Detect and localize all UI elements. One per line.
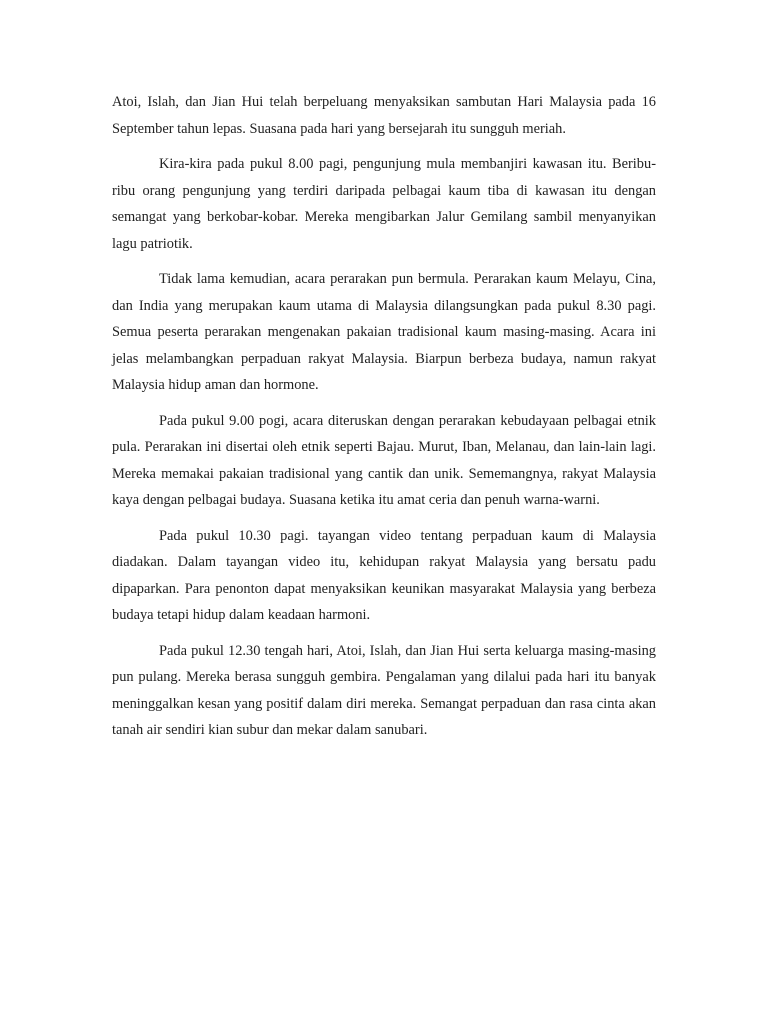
paragraph-3: Tidak lama kemudian, acara perarakan pun bermula. Perarakan kaum Melayu, Cina, dan India yang merupakan kaum utama di Malaysia dilangsungkan pada pukul 8.30 pagi. Semua peserta perarakan mengenakan pakaian tradisional kaum masing-masing. Acara ini jelas melambangkan perpaduan rakyat Malaysia. Biarpun berbeza budaya, namun rakyat Malaysia hidup aman dan hormone. [112, 271, 656, 393]
paragraph-2: Kira-kira pada pukul 8.00 pagi, pengunjung mula membanjiri kawasan itu. Beribu-ribu orang pengunjung yang terdiri daripada pelbagai kaum tiba di kawasan itu dengan semangat yang berkobar-kobar. Mereka mengibarkan Jalur Gemilang sambil menyanyikan lagu patriotik. [112, 156, 656, 252]
paragraph-1: Atoi, Islah, dan Jian Hui telah berpeluang menyaksikan sambutan Hari Malaysia pada 16 September tahun lepas. Suasana pada hari yang bersejarah itu sungguh meriah. [112, 94, 656, 137]
paragraph-5: Pada pukul 10.30 pagi. tayangan video tentang perpaduan kaum di Malaysia diadakan. Dalam tayangan video itu, kehidupan rakyat Malaysia yang bersatu padu dipaparkan. Para penonton dapat menyaksikan keunikan masyarakat Malaysia yang berbeza budaya tetapi hidup dalam keadaan harmoni. [112, 527, 656, 623]
paragraph-4: Pada pukul 9.00 pogi, acara diteruskan dengan perarakan kebudayaan pelbagai etnik pula. Perarakan ini disertai oleh etnik seperti Bajau. Murut, Iban, Melanau, dan lain-lain lagi. Mereka memakai pakaian tradisional yang cantik dan unik. Sememangnya, rakyat Malaysia kaya dengan pelbagai budaya. Suasana ketika itu amat ceria dan penuh warna-warni. [112, 412, 656, 508]
paragraph-6: Pada pukul 12.30 tengah hari, Atoi, Islah, dan Jian Hui serta keluarga masing-masing pun pulang. Mereka berasa sungguh gembira. Pengalaman yang dilalui pada hari itu banyak meninggalkan kesan yang positif dalam diri mereka. Semangat perpaduan dan rasa cinta akan tanah air sendiri kian subur dan mekar dalam sanubari. [112, 642, 656, 738]
document-page [112, 89, 656, 753]
